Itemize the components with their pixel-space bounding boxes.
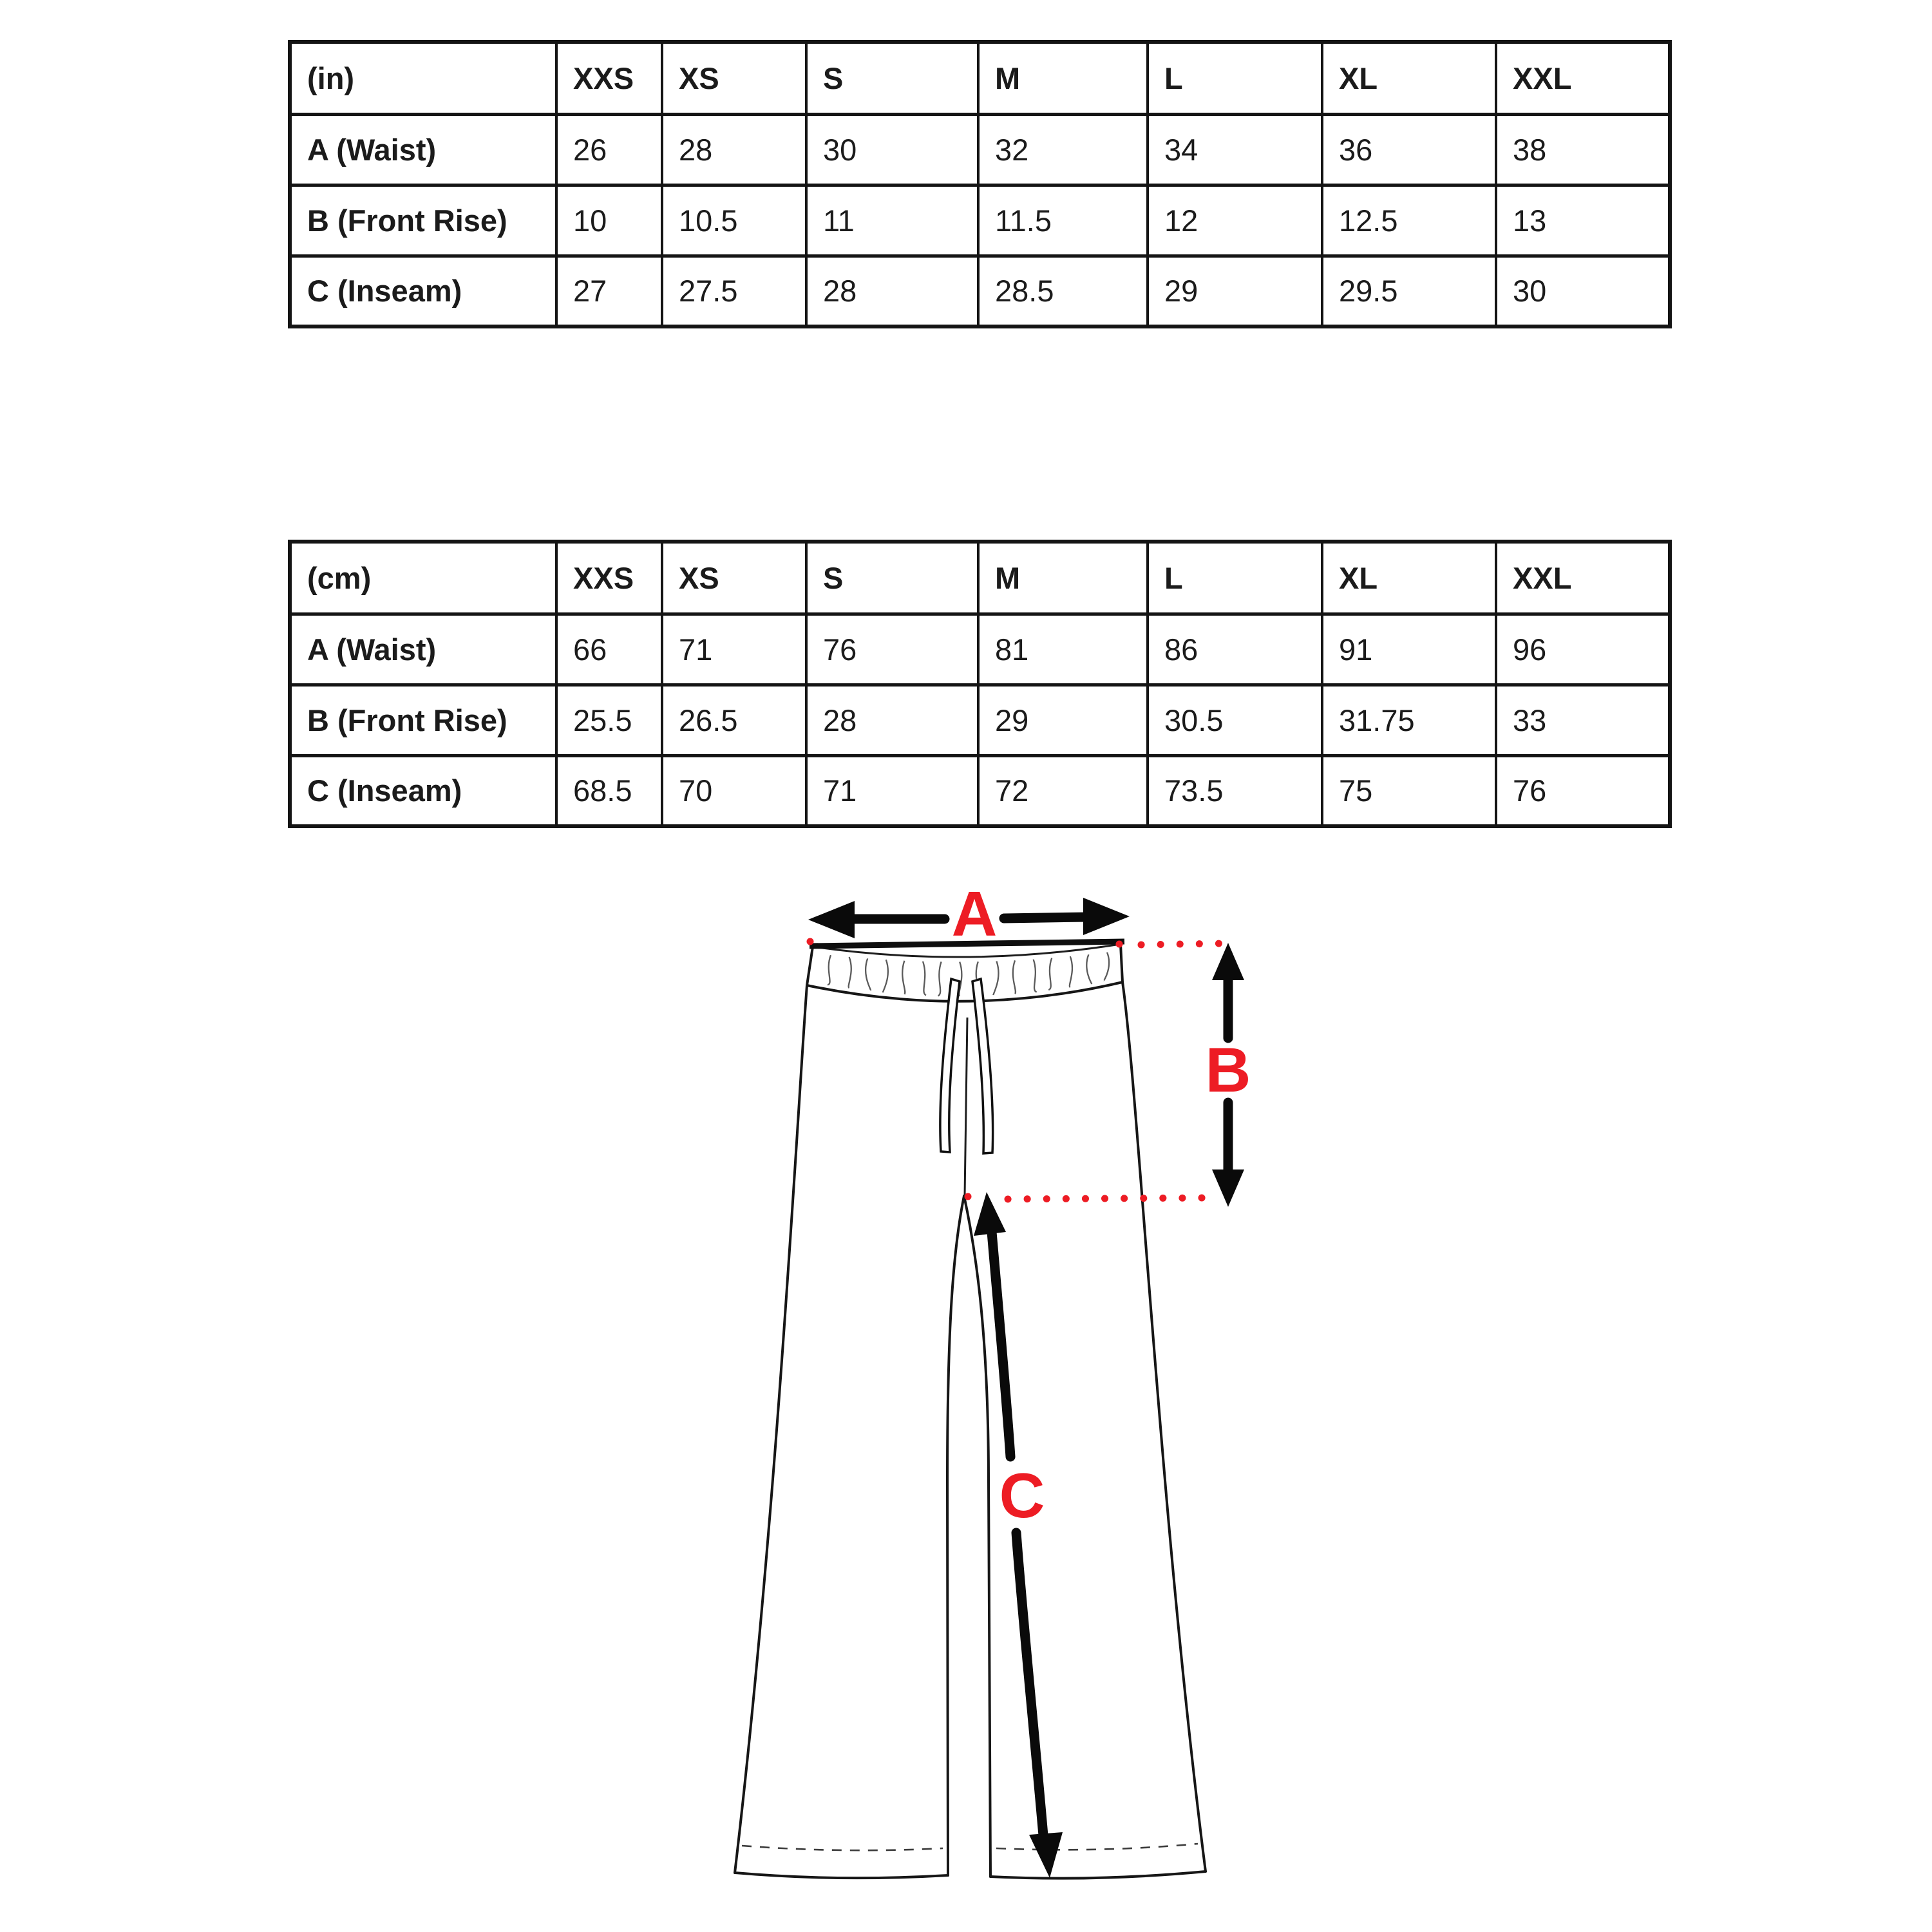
waist-arrow-left-head — [808, 901, 855, 938]
value-cell: 76 — [1496, 755, 1670, 826]
value-cell: 68.5 — [556, 755, 662, 826]
value-cell: 10 — [556, 185, 662, 256]
measurement-row-front-rise — [290, 685, 1670, 755]
measurement-row-waist — [290, 614, 1670, 685]
value-cell: 31.75 — [1322, 685, 1496, 755]
left-leg-inner-seam — [947, 1196, 964, 1875]
waistband-rib — [828, 955, 831, 985]
value-cell: 72 — [978, 755, 1148, 826]
left-leg-outer-seam — [735, 947, 813, 1873]
value-cell: 96 — [1496, 614, 1670, 685]
unit-header-cell: (in) — [290, 42, 556, 114]
row-label-cell: A (Waist) — [290, 614, 556, 685]
right-leg-inner-seam — [964, 1196, 990, 1877]
waistband-rib — [938, 961, 942, 996]
right-hem-dashed-line — [996, 1844, 1198, 1850]
measurement-row-inseam — [290, 256, 1670, 327]
waist-right-corner-dot — [1116, 941, 1123, 948]
row-label-cell: C (Inseam) — [290, 755, 556, 826]
value-cell: 36 — [1322, 114, 1496, 185]
waist-dotted-line — [1141, 943, 1222, 945]
value-cell: 26 — [556, 114, 662, 185]
waist-arrow-right-head — [1083, 898, 1130, 935]
value-cell: 12 — [1148, 185, 1322, 256]
waistband-bottom-edge — [807, 982, 1122, 1001]
size-column-header: XXL — [1496, 42, 1670, 114]
value-cell: 26.5 — [662, 685, 806, 755]
waist-arrow-shaft — [1004, 917, 1086, 918]
inseam-arrow-bottom-head — [1029, 1832, 1063, 1878]
waist-left-corner-dot — [807, 938, 814, 945]
inseam-arrow-shaft — [992, 1232, 1010, 1457]
value-cell: 28 — [806, 256, 978, 327]
value-cell: 76 — [806, 614, 978, 685]
header-row — [290, 542, 1670, 614]
measurement-row-inseam — [290, 755, 1670, 826]
value-cell: 32 — [978, 114, 1148, 185]
waistband-rib — [883, 960, 888, 992]
right-leg-hem — [990, 1871, 1206, 1879]
waistband-rib — [866, 958, 871, 990]
measurement-row-front-rise — [290, 185, 1670, 256]
value-cell: 30.5 — [1148, 685, 1322, 755]
value-cell: 33 — [1496, 685, 1670, 755]
size-column-header: XL — [1322, 542, 1496, 614]
size-column-header: S — [806, 542, 978, 614]
value-cell: 70 — [662, 755, 806, 826]
value-cell: 28 — [806, 685, 978, 755]
value-cell: 28 — [662, 114, 806, 185]
waistband-rib — [1104, 952, 1109, 981]
measurement-row-waist — [290, 114, 1670, 185]
drawstring-right — [972, 979, 993, 1153]
value-cell: 11 — [806, 185, 978, 256]
value-cell: 12.5 — [1322, 185, 1496, 256]
waistband-rib — [1013, 960, 1016, 994]
size-column-header: XXS — [556, 42, 662, 114]
crotch-dot — [965, 1193, 972, 1200]
size-column-header: L — [1148, 42, 1322, 114]
value-cell: 91 — [1322, 614, 1496, 685]
value-cell: 28.5 — [978, 256, 1148, 327]
value-cell: 30 — [806, 114, 978, 185]
inseam-arrow-shaft — [1016, 1533, 1043, 1835]
waistband-rib — [849, 957, 851, 988]
front-rise-measure-label: B — [1205, 1034, 1251, 1105]
value-cell: 66 — [556, 614, 662, 685]
waistband-rib — [923, 961, 926, 996]
right-leg-outer-seam — [1121, 944, 1206, 1871]
row-label-cell: B (Front Rise) — [290, 685, 556, 755]
left-leg-hem — [735, 1873, 948, 1878]
value-cell: 25.5 — [556, 685, 662, 755]
row-label-cell: A (Waist) — [290, 114, 556, 185]
row-label-cell: B (Front Rise) — [290, 185, 556, 256]
size-table-inches — [288, 40, 1672, 328]
value-cell: 27.5 — [662, 256, 806, 327]
waistband-rib — [1048, 958, 1052, 990]
row-label-cell: C (Inseam) — [290, 256, 556, 327]
header-row — [290, 42, 1670, 114]
drawstring-left — [940, 979, 960, 1152]
value-cell: 10.5 — [662, 185, 806, 256]
size-column-header: M — [978, 42, 1148, 114]
size-column-header: XXL — [1496, 542, 1670, 614]
size-column-header: XXS — [556, 542, 662, 614]
waistband-rib — [902, 961, 905, 994]
value-cell: 75 — [1322, 755, 1496, 826]
size-column-header: M — [978, 542, 1148, 614]
crotch-dotted-line — [1008, 1198, 1203, 1199]
inseam-measure-label: C — [999, 1460, 1045, 1531]
value-cell: 34 — [1148, 114, 1322, 185]
value-cell: 38 — [1496, 114, 1670, 185]
waistband-rib — [1086, 954, 1092, 984]
value-cell: 73.5 — [1148, 755, 1322, 826]
left-hem-dashed-line — [742, 1846, 943, 1850]
value-cell: 13 — [1496, 185, 1670, 256]
size-column-header: XS — [662, 42, 806, 114]
size-column-header: S — [806, 42, 978, 114]
value-cell: 71 — [806, 755, 978, 826]
value-cell: 27 — [556, 256, 662, 327]
waistband-ribs — [828, 952, 1109, 996]
value-cell: 29 — [978, 685, 1148, 755]
size-column-header: XS — [662, 542, 806, 614]
value-cell: 86 — [1148, 614, 1322, 685]
waistband-rib — [1034, 960, 1037, 992]
size-table-centimeters — [288, 540, 1672, 828]
value-cell: 11.5 — [978, 185, 1148, 256]
value-cell: 29 — [1148, 256, 1322, 327]
unit-header-cell: (cm) — [290, 542, 556, 614]
waist-measure-label: A — [951, 878, 998, 949]
value-cell: 81 — [978, 614, 1148, 685]
front-rise-arrow-bottom-head — [1212, 1170, 1244, 1207]
size-column-header: L — [1148, 542, 1322, 614]
waistband-rib — [1070, 956, 1072, 987]
center-front-seam — [965, 1018, 967, 1196]
value-cell: 71 — [662, 614, 806, 685]
value-cell: 29.5 — [1322, 256, 1496, 327]
size-column-header: XL — [1322, 42, 1496, 114]
waistband-rib — [993, 961, 998, 996]
value-cell: 30 — [1496, 256, 1670, 327]
pants-measurement-diagram — [696, 857, 1275, 1926]
